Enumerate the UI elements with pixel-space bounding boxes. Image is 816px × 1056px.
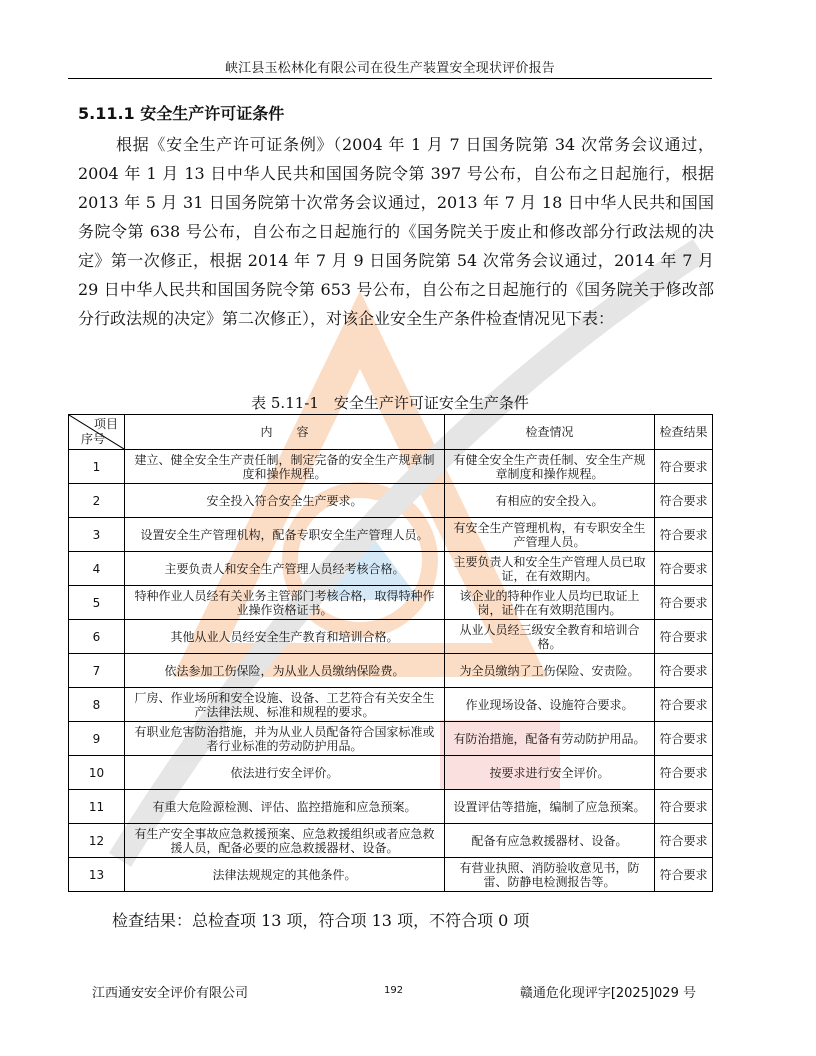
table-row [69, 484, 713, 518]
header-content: 内 容 [125, 415, 445, 450]
row-number: 13 [69, 858, 125, 892]
row-result: 符合要求 [655, 688, 713, 722]
row-check: 为全员缴纳了工伤保险、安责险。 [445, 654, 655, 688]
row-content: 其他从业人员经安全生产教育和培训合格。 [125, 620, 445, 654]
row-content: 法律法规规定的其他条件。 [125, 858, 445, 892]
header-check: 检查情况 [445, 415, 655, 450]
row-check: 从业人员经三级安全教育和培训合格。 [445, 620, 655, 654]
row-result: 符合要求 [655, 518, 713, 552]
row-check: 有营业执照、消防验收意见书，防雷、防静电检测报告等。 [445, 858, 655, 892]
header-item-number [69, 415, 125, 450]
table-row [69, 518, 713, 552]
table-caption: 表 5.11-1 安全生产许可证安全生产条件 [251, 394, 529, 412]
row-result: 符合要求 [655, 790, 713, 824]
row-number: 4 [69, 552, 125, 586]
row-check: 配备有应急救援器材、设备。 [445, 824, 655, 858]
table-row [69, 654, 713, 688]
row-content: 依法进行安全评价。 [125, 756, 445, 790]
row-content: 依法参加工伤保险，为从业人员缴纳保险费。 [125, 654, 445, 688]
row-number: 11 [69, 790, 125, 824]
row-number: 1 [69, 450, 125, 484]
row-content: 特种作业人员经有关业务主管部门考核合格，取得特种作业操作资格证书。 [125, 586, 445, 620]
row-check: 有安全生产管理机构，有专职安全生产管理人员。 [445, 518, 655, 552]
row-content: 建立、健全安全生产责任制，制定完备的安全生产规章制度和操作规程。 [125, 450, 445, 484]
header-divider [68, 78, 712, 79]
row-result: 符合要求 [655, 756, 713, 790]
body-paragraph: 根据《安全生产许可证条例》（2004 年 1 月 7 日国务院第 34 次常务会议通过，2004 年 1 月 13 日中华人民共和国国务院令第 397 号公布，自公布之日起施行，根据 2013 年 5 月 31 日国务院第十次常务会议通过，2013 年 7 月 18 日中华人民共和国国务院令第 638 号公布，自公布之日起施行的《国务院关于废止和修改部分行政法规的决定》第一次修正，根据 2014 年 7 月 9 日国务院第 54 次常务会议通过，2014 年 7 月 29 日中华人民共和国国务院令第 653 号公布，自公布之日起施行的《国务院关于修改部分行政法规的决定》第二次修正），对该企业安全生产条件检查情况见下表： [78, 135, 714, 328]
header-result: 检查结果 [655, 415, 713, 450]
row-result: 符合要求 [655, 620, 713, 654]
row-content: 设置安全生产管理机构，配备专职安全生产管理人员。 [125, 518, 445, 552]
conditions-table [68, 414, 713, 892]
row-number: 12 [69, 824, 125, 858]
header-item-bottom: 序号 [81, 432, 106, 446]
table-row [69, 756, 713, 790]
section-title: 5.11.1 安全生产许可证条件 [78, 104, 285, 123]
row-check: 有健全安全生产责任制、安全生产规章制度和操作规程。 [445, 450, 655, 484]
row-check: 按要求进行安全评价。 [445, 756, 655, 790]
table-row [69, 688, 713, 722]
page-header: 峡江县玉松林化有限公司在役生产装置安全现状评价报告 [224, 61, 555, 76]
row-content: 有职业危害防治措施，并为从业人员配备符合国家标准或者行业标准的劳动防护用品。 [125, 722, 445, 756]
row-check: 该企业的特种作业人员均已取证上岗，证件在有效期范围内。 [445, 586, 655, 620]
row-check: 有相应的安全投入。 [445, 484, 655, 518]
row-result: 符合要求 [655, 586, 713, 620]
table-row [69, 586, 713, 620]
check-result: 检查结果：总检查项 13 项，符合项 13 项，不符合项 0 项 [112, 911, 530, 930]
table-row [69, 722, 713, 756]
footer-doc-number: 赣通危化现评字[2025]029 号 [519, 986, 696, 1001]
row-content: 主要负责人和安全生产管理人员经考核合格。 [125, 552, 445, 586]
row-content: 安全投入符合安全生产要求。 [125, 484, 445, 518]
row-result: 符合要求 [655, 450, 713, 484]
footer-page-number: 192 [384, 985, 404, 996]
footer-company: 江西通安安全评价有限公司 [92, 986, 249, 1001]
table-row [69, 450, 713, 484]
row-number: 7 [69, 654, 125, 688]
row-check: 作业现场设备、设施符合要求。 [445, 688, 655, 722]
table-row [69, 824, 713, 858]
row-number: 9 [69, 722, 125, 756]
row-result: 符合要求 [655, 484, 713, 518]
row-content: 厂房、作业场所和安全设施、设备、工艺符合有关安全生产法律法规、标准和规程的要求。 [125, 688, 445, 722]
row-content: 有生产安全事故应急救援预案、应急救援组织或者应急救援人员，配备必要的应急救援器材、设备。 [125, 824, 445, 858]
row-result: 符合要求 [655, 824, 713, 858]
row-result: 符合要求 [655, 552, 713, 586]
table-row [69, 858, 713, 892]
row-content: 有重大危险源检测、评估、监控措施和应急预案。 [125, 790, 445, 824]
row-number: 8 [69, 688, 125, 722]
header-item-top: 项目 [93, 417, 118, 431]
table-row [69, 790, 713, 824]
row-check: 设置评估等措施，编制了应急预案。 [445, 790, 655, 824]
row-check: 主要负责人和安全生产管理人员已取证，在有效期内。 [445, 552, 655, 586]
table-row [69, 552, 713, 586]
table-row [69, 620, 713, 654]
row-number: 2 [69, 484, 125, 518]
row-number: 3 [69, 518, 125, 552]
row-result: 符合要求 [655, 858, 713, 892]
row-result: 符合要求 [655, 654, 713, 688]
row-number: 6 [69, 620, 125, 654]
row-number: 5 [69, 586, 125, 620]
row-number: 10 [69, 756, 125, 790]
table-header-row [69, 415, 713, 450]
row-result: 符合要求 [655, 722, 713, 756]
row-check: 有防治措施，配备有劳动防护用品。 [445, 722, 655, 756]
